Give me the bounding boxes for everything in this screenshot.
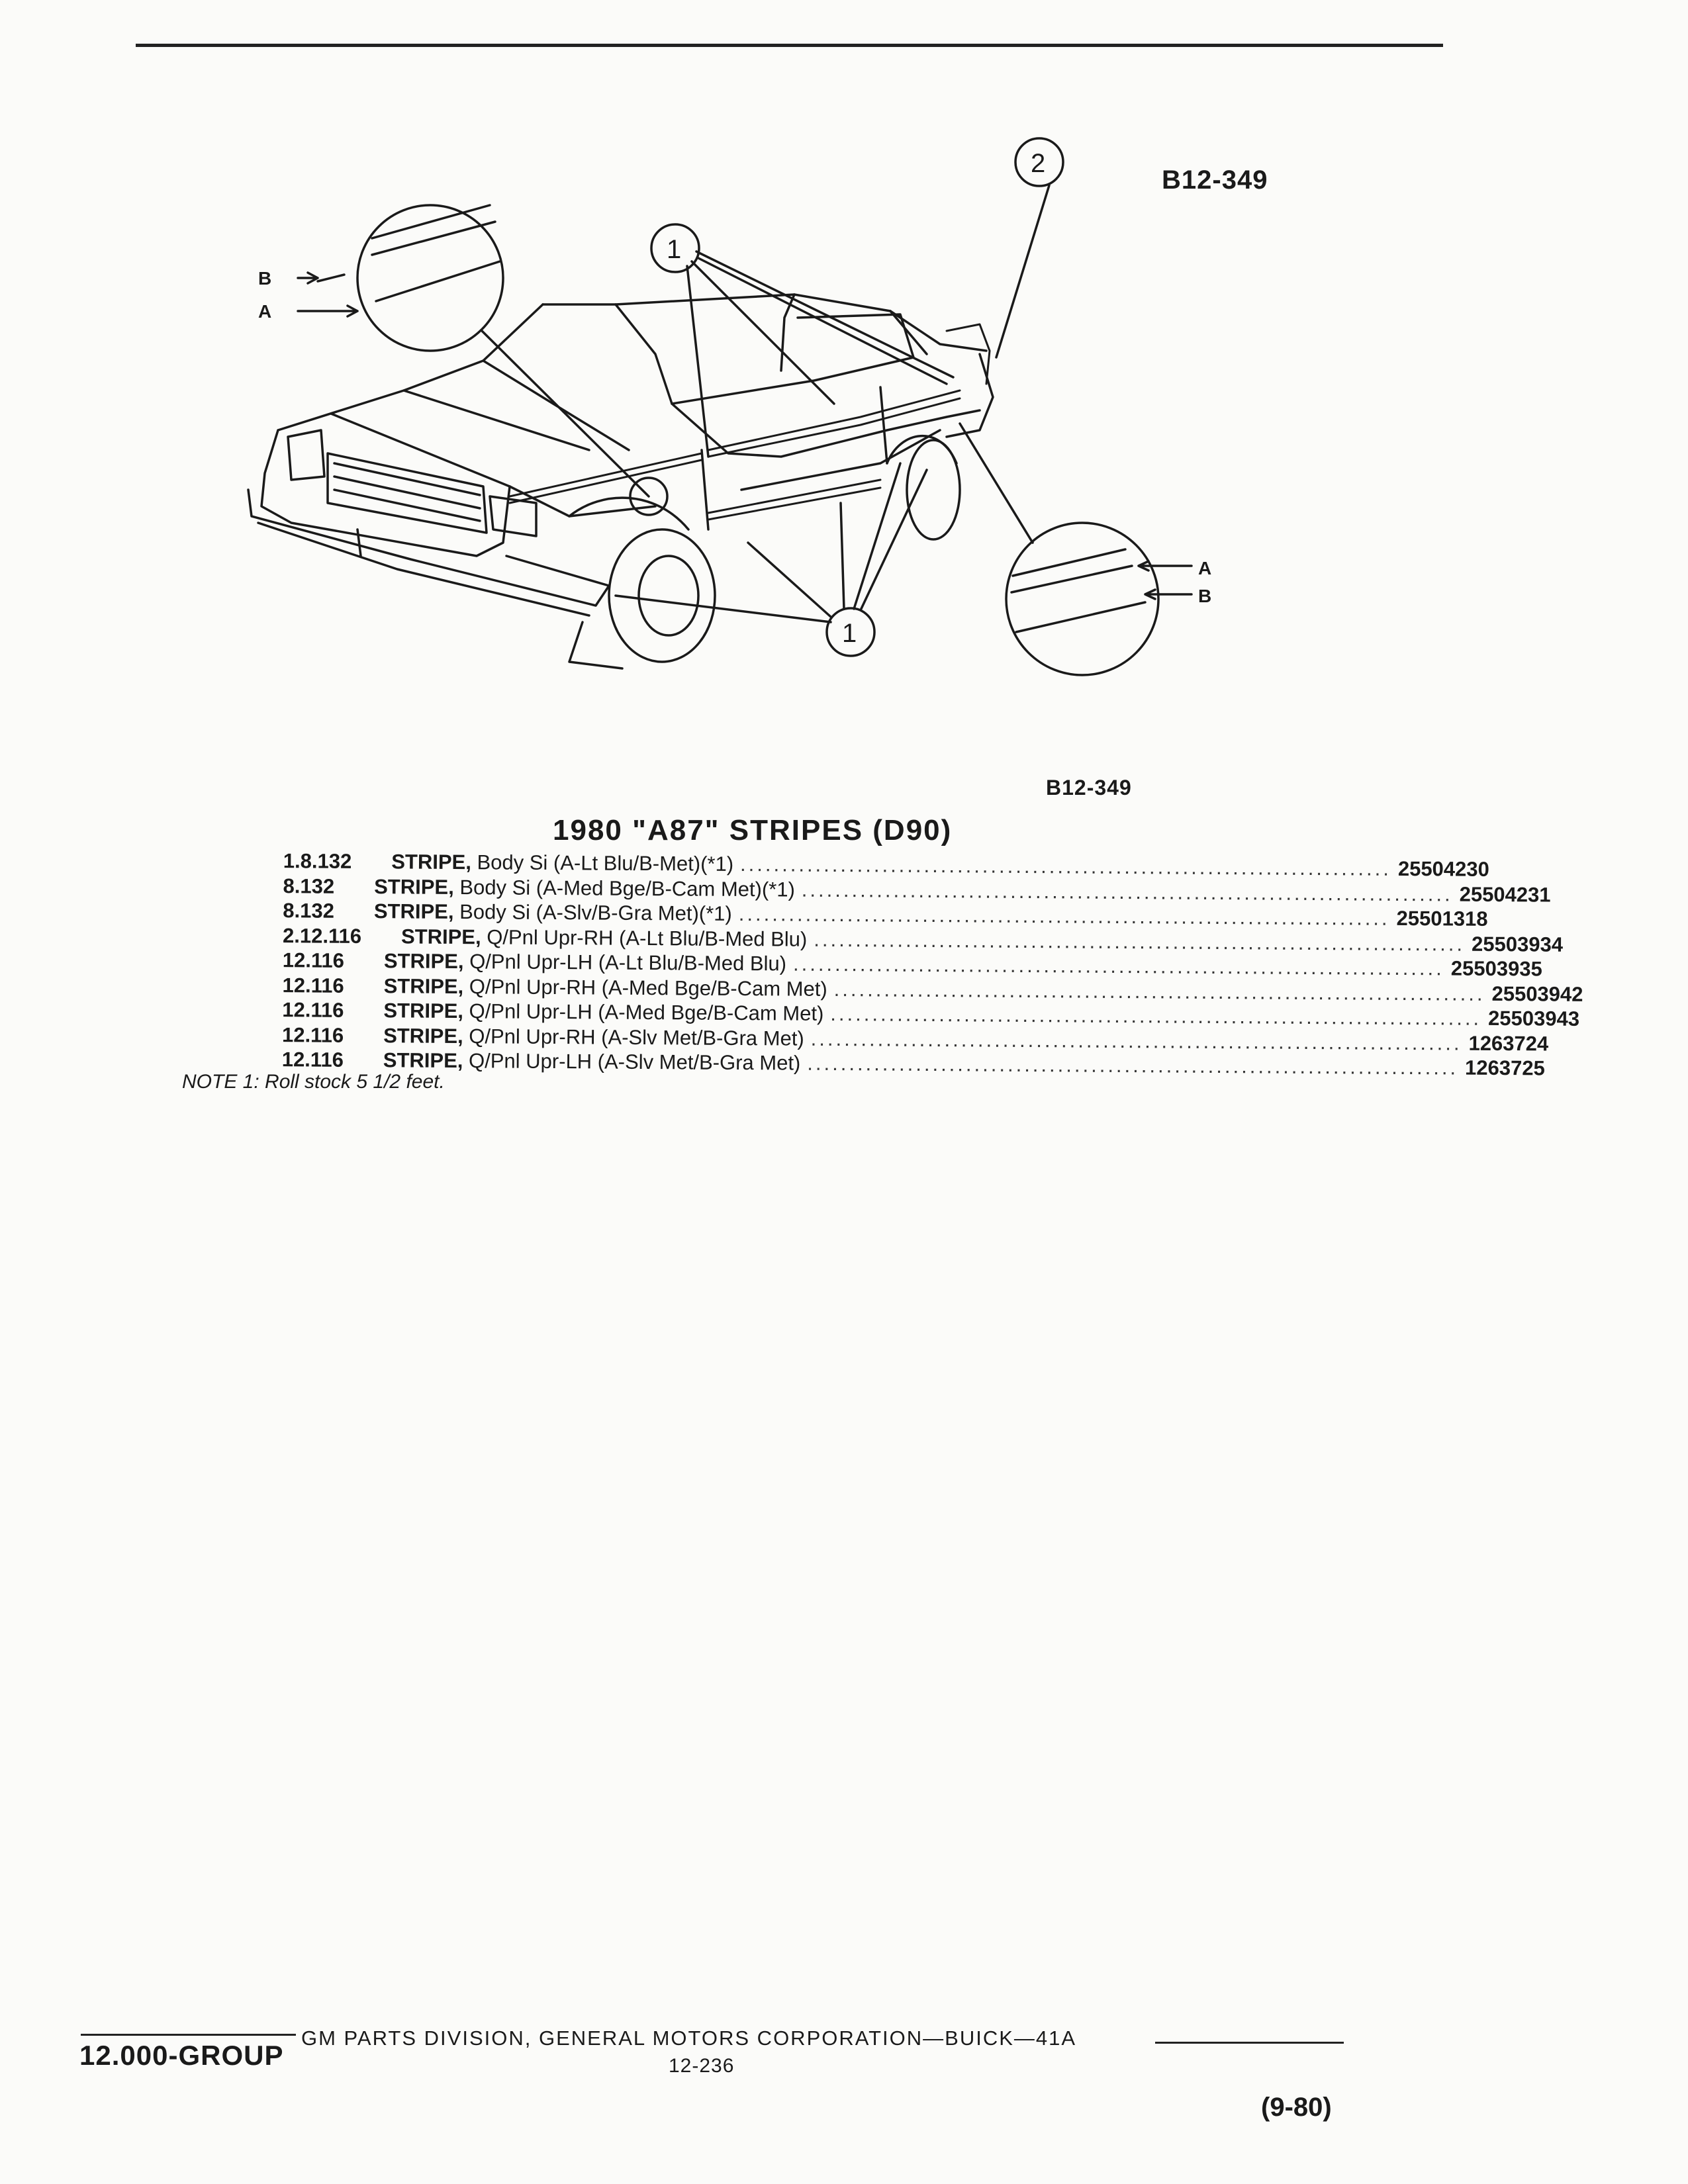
part-detail: Q/Pnl Upr-LH (A-Med Bge/B-Cam Met)	[469, 999, 824, 1025]
part-detail: Body Si (A-Lt Blu/B-Met)(*1)	[477, 850, 734, 876]
top-rule	[136, 44, 1443, 47]
part-name: STRIPE,	[374, 874, 454, 899]
label-a-left: A	[258, 301, 272, 322]
group-number: 12.116	[282, 998, 344, 1022]
part-detail: Q/Pnl Upr-RH (A-Slv Met/B-Gra Met)	[469, 1024, 804, 1050]
part-number: 25503935	[1450, 956, 1542, 981]
item-index	[169, 1040, 282, 1041]
part-name: STRIPE,	[400, 924, 481, 948]
footer-date: (9-80)	[1261, 2093, 1332, 2122]
part-number: 25504231	[1459, 882, 1551, 907]
part-detail: Body Si (A-Slv/B-Gra Met)(*1)	[459, 900, 732, 925]
part-description: STRIPE, Q/Pnl Upr-RH (A-Lt Blu/B-Med Blu) ..............................................................................	[400, 924, 1466, 956]
footer-page-number: 12-236	[669, 2055, 735, 2077]
part-detail: Q/Pnl Upr-LH (A-Lt Blu/B-Med Blu)	[469, 950, 787, 976]
group-number: 12.116	[281, 1023, 344, 1047]
label-b-right: B	[1198, 586, 1212, 606]
part-description: STRIPE, Q/Pnl Upr-LH (A-Slv Met/B-Gra Met) ..............................................................................	[383, 1048, 1459, 1079]
figure-id-top: B12-349	[1162, 165, 1268, 195]
part-description: STRIPE, Body Si (A-Med Bge/B-Cam Met)(*1) ..............................................................................	[374, 874, 1453, 906]
part-name: STRIPE,	[383, 949, 464, 974]
group-number: 12.116	[282, 948, 345, 972]
part-number: 25504230	[1397, 856, 1489, 881]
part-description: STRIPE, Q/Pnl Upr-LH (A-Lt Blu/B-Med Blu) ..............................................................................	[383, 949, 1444, 980]
note: NOTE 1: Roll stock 5 1/2 feet.	[182, 1071, 445, 1093]
label-a-right: A	[1198, 558, 1212, 578]
callout-2-label: 2	[1031, 149, 1046, 178]
group-number: 8.132	[283, 899, 335, 923]
item-index: 2.	[282, 923, 301, 947]
callout-2	[996, 138, 1063, 357]
group-number: 8.132	[300, 849, 352, 873]
footer-corporation: GM PARTS DIVISION, GENERAL MOTORS CORPORATION—BUICK—41A	[301, 2026, 1077, 2050]
part-detail: Body Si (A-Med Bge/B-Cam Met)(*1)	[459, 875, 795, 901]
group-number: 12.116	[299, 923, 362, 948]
callout-1-bottom	[616, 463, 927, 656]
part-detail: Q/Pnl Upr-RH (A-Med Bge/B-Cam Met)	[469, 974, 827, 1001]
part-description: STRIPE, Body Si (A-Slv/B-Gra Met)(*1) ..............................................................................	[373, 899, 1390, 930]
car-stripe-illustration	[199, 119, 1284, 715]
part-name: STRIPE,	[383, 1023, 463, 1048]
figure-id-bottom: B12-349	[1046, 776, 1132, 799]
group-number: 12.116	[282, 973, 344, 997]
part-description: STRIPE, Q/Pnl Upr-RH (A-Med Bge/B-Cam Met) ..............................................................................	[383, 974, 1485, 1005]
part-name: STRIPE,	[383, 999, 464, 1023]
item-index	[169, 1016, 282, 1017]
part-number: 25501318	[1396, 906, 1488, 931]
part-description: STRIPE, Q/Pnl Upr-RH (A-Slv Met/B-Gra Met) ..............................................................................	[383, 1023, 1462, 1055]
group-number: 12.116	[281, 1048, 344, 1071]
part-name: STRIPE,	[373, 899, 454, 923]
label-b-left: B	[258, 268, 272, 289]
detail-circle-right	[960, 424, 1192, 675]
group-number: 8.132	[283, 874, 335, 898]
part-number: 1263725	[1465, 1056, 1545, 1080]
part-number: 25503943	[1488, 1006, 1580, 1030]
part-description: STRIPE, Q/Pnl Upr-LH (A-Med Bge/B-Cam Met) ..............................................................................	[383, 999, 1482, 1030]
item-index	[171, 891, 283, 892]
part-detail: Q/Pnl Upr-LH (A-Slv Met/B-Gra Met)	[468, 1049, 801, 1075]
part-detail: Q/Pnl Upr-RH (A-Lt Blu/B-Med Blu)	[487, 925, 808, 951]
footer-group: 12.000-GROUP	[79, 2040, 284, 2071]
part-number: 25503942	[1491, 981, 1583, 1006]
part-description: STRIPE, Body Si (A-Lt Blu/B-Met)(*1) ..............................................................................	[391, 850, 1392, 880]
part-name: STRIPE,	[383, 1048, 463, 1073]
part-name: STRIPE,	[391, 850, 472, 874]
item-index	[170, 966, 283, 967]
footer-rule-right	[1155, 2042, 1344, 2044]
callout-1-bottom-label: 1	[842, 619, 857, 648]
callout-1-top-label: 1	[667, 235, 682, 264]
footer-rule-left	[81, 2034, 296, 2036]
item-index: 1.	[283, 849, 301, 873]
part-number: 25503934	[1471, 932, 1564, 956]
parts-list	[169, 848, 1583, 1080]
part-name: STRIPE,	[383, 974, 464, 998]
section-title: 1980 "A87" STRIPES (D90)	[553, 814, 953, 846]
part-number: 1263724	[1468, 1031, 1549, 1056]
